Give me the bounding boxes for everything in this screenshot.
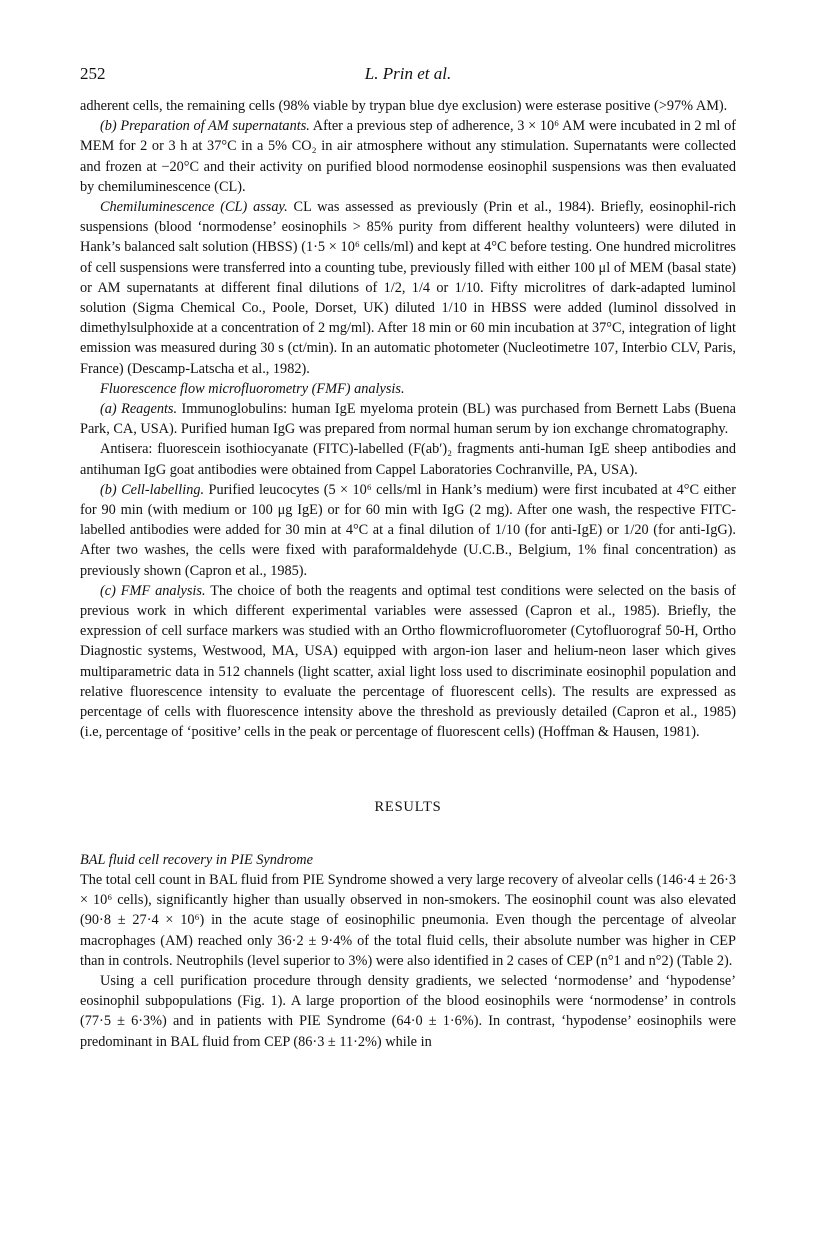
subsection-title-cell-labelling: (b) Cell-labelling.	[100, 481, 205, 498]
page-header	[80, 64, 736, 94]
page-number: 252	[80, 64, 106, 83]
paragraph-reagents	[80, 399, 736, 439]
subsection-title-reagents: (a) Reagents.	[100, 401, 178, 418]
subsection-title-chemiluminescence: Chemiluminescence (CL) assay.	[100, 199, 288, 216]
paragraph-adherent-cells: adherent cells, the remaining cells (98% viable by trypan blue dye exclusion) were esterase positive (>97% AM).	[80, 98, 728, 114]
paragraph-text: Purified leucocytes (5 × 10⁶ cells/ml in Hank’s medium) were first incubated at 4°C either for 90 min (with medium or 100 μg IgE) or for 60 min with IgG (2 mg). After one wash, the respective FITC-labelled antibodies were added for 30 min at 4°C at a final dilution of 1/10 (for anti-IgE) or 1/20 (for anti-IgG). After two washes, the cells were fixed with paraformaldehyde (U.C.B., Belgium, 1% final concentration) as previously shown (Capron et al., 1985).	[80, 481, 737, 579]
paragraph-cell-purification: Using a cell purification procedure through density gradients, we selected ‘normodense’ and ‘hypodense’ eosinophil subpopulations (Fig. 1). A large proportion of the blood eosinophils were ‘normodense’ in controls (77·5 ± 6·3%) and in patients with PIE Syndrome (64·0 ± 1·6%). In contrast, ‘hypodense’ eosinophils were predominant in BAL fluid from CEP (86·3 ± 11·2%) while in	[80, 972, 736, 1050]
subsection-title-am-supernatants: (b) Preparation of AM supernatants.	[100, 118, 310, 135]
paragraph-antisera: Antisera: fluorescein isothiocyanate (FITC)-labelled (F(ab′)₂ fragments anti-human IgE sheep antibodies and antihuman IgG goat antibodies were obtained from Cappel Laboratories Cochranville, PA, USA).	[80, 441, 736, 478]
paragraph-am-supernatants	[80, 116, 736, 197]
paragraph-cell-labelling	[80, 480, 736, 581]
paragraph-bal-recovery: The total cell count in BAL fluid from PIE Syndrome showed a very large recovery of alveolar cells (146·4 ± 26·3 × 10⁶ cells), significantly higher than usually observed in non-smokers. The eosinophil count was also elevated (90·8 ± 27·4 × 10⁶) in the acute stage of eosinophilic pneumonia. Even though the percentage of alveolar macrophages (AM) reached only 36·2 ± 9·4% of the total fluid cells, their absolute number was higher in CEP than in controls. Neutrophils (level superior to 3%) were also identified in 2 cases of CEP (n°1 and n°2) (Table 2).	[80, 871, 736, 969]
subsection-title-bal-fluid: BAL fluid cell recovery in PIE Syndrome	[80, 851, 313, 868]
body-text	[80, 96, 736, 1052]
paragraph-text: CL was assessed as previously (Prin et al., 1984). Briefly, eosinophil-rich suspensions (blood ‘normodense’ eosinophils > 85% purity from different healthy volunteers) were diluted in Hank’s balanced salt solution (HBSS) (1·5 × 10⁶ cells/ml) and kept at 4°C before testing. One hundred microlitres of cell suspensions were transferred into a counting tube, previously filled with either 100 μl of MEM (basal state) or AM supernatants at different final dilutions of 1/2, 1/4 or 1/10. Fifty microlitres of dark-adapted luminol solution (Sigma Chemical Co., Poole, Dorset, UK) diluted 1/10 in HBSS were added (luminol dissolved in dimethylsulphoxide at a concentration of 2 mg/ml). After 18 min or 60 min incubation at 37°C, integration of light emission was measured during 30 s (ct/min). In an automatic photometer (Nucleotimetre 107, Interbio CLV, Paris, France) (Descamp-Latscha et al., 1982).	[80, 199, 736, 377]
section-heading-results: RESULTS	[374, 798, 442, 815]
paragraph-fmf-heading	[80, 379, 736, 399]
running-head: L. Prin et al.	[364, 64, 452, 83]
paragraph-text: The choice of both the reagents and optimal test conditions were selected on the basis of previous work in which different experimental variables were assessed (Capron et al., 1985). Briefly, the expression of cell surface markers was studied with an Ortho flowmicrofluorometer (Cytofluorograf 50-H, Ortho Diagnostic systems, Westwood, MA, USA) equipped with argon-ion laser and helium-neon laser which gives multiparametric data in 512 channels (light scatter, axial light loss used to discriminate eosinophil population and relative fluorescence intensity to evaluate the percentage of fluorescent cells). The results are expressed as percentage of cells with fluorescence intensity above the threshold as previously detailed (Capron et al., 1985) (i.e, percentage of ‘positive’ cells in the peak or percentage of fluorescent cells) (Hoffman & Hausen, 1981).	[80, 582, 736, 741]
paragraph-text: Immunoglobulins: human IgE myeloma protein (BL) was purchased from Bernett Labs (Buena Park, CA, USA). Purified human IgG was prepared from normal human serum by ion exchange chromatography.	[80, 401, 736, 438]
subsection-title-fmf: Fluorescence flow microfluorometry (FMF) analysis.	[100, 380, 405, 397]
paragraph-chemiluminescence	[80, 197, 736, 379]
paragraph-fmf-analysis	[80, 581, 736, 743]
subsection-title-fmf-analysis: (c) FMF analysis.	[100, 582, 206, 599]
paragraph-text: After a previous step of adherence, 3 × 10⁶ AM were incubated in 2 ml of MEM for 2 or 3 h at 37°C in a 5% CO₂ in air atmosphere without any stimulation. Supernatants were collected and frozen at −20°C and their activity on purified blood normodense eosinophil suspensions was then evaluated by chemiluminescence (CL).	[80, 118, 737, 195]
